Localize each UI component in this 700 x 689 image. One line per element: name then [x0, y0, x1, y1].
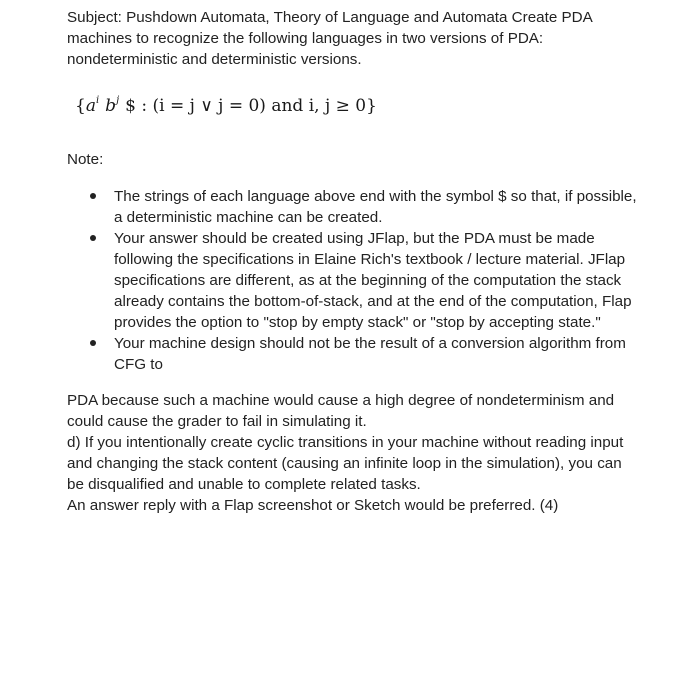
- formula-symbol-b: b: [105, 96, 117, 116]
- formula-exponent-i: i: [95, 95, 100, 107]
- language-formula: [75, 96, 377, 116]
- list-item-text: The strings of each language above end with the symbol $ so that, if possible, a deterministic machine can be created.: [114, 188, 637, 226]
- closing-paragraph: PDA because such a machine would cause a high degree of nondeterminism and could cause the grader to fail in simulating it. d) If you intentionally create cyclic transitions in your machine without reading input and changing the stack content (causing an infinite loop in the simulation), you can be disqualified and unable to complete related tasks. An answer reply with a Flap screenshot or Sketch would be preferred. (4): [67, 392, 624, 514]
- bullet-icon: [90, 340, 96, 346]
- formula-symbol-a: a: [85, 96, 96, 116]
- list-item: [67, 228, 667, 333]
- list-item-text: Your answer should be created using JFlap, but the PDA must be made following the specifications in Elaine Rich's textbook / lecture material. JFlap specifications are different, as at the beginning of the computation the stack already contains the bottom-of-stack, and at the end of the computation, Flap provides the option to "stop by empty stack" or "stop by accepting state.": [114, 230, 632, 331]
- formula-open-brace: {: [75, 96, 86, 116]
- formula-condition: $ : (i = j ∨ j = 0) and i, j ≥ 0}: [125, 96, 377, 116]
- list-item: [67, 186, 667, 228]
- list-item: [67, 333, 667, 375]
- bullet-icon: [90, 235, 96, 241]
- intro-paragraph: Subject: Pushdown Automata, Theory of Language and Automata Create PDA machines to recognize the following languages in two versions of PDA: nondeterministic and deterministic versions.: [67, 9, 593, 68]
- formula-exponent-j: j: [116, 95, 120, 107]
- list-item-text: Your machine design should not be the result of a conversion algorithm from CFG to: [114, 335, 626, 373]
- requirements-list: [67, 186, 667, 375]
- bullet-icon: [90, 193, 96, 199]
- note-label: Note:: [67, 151, 104, 168]
